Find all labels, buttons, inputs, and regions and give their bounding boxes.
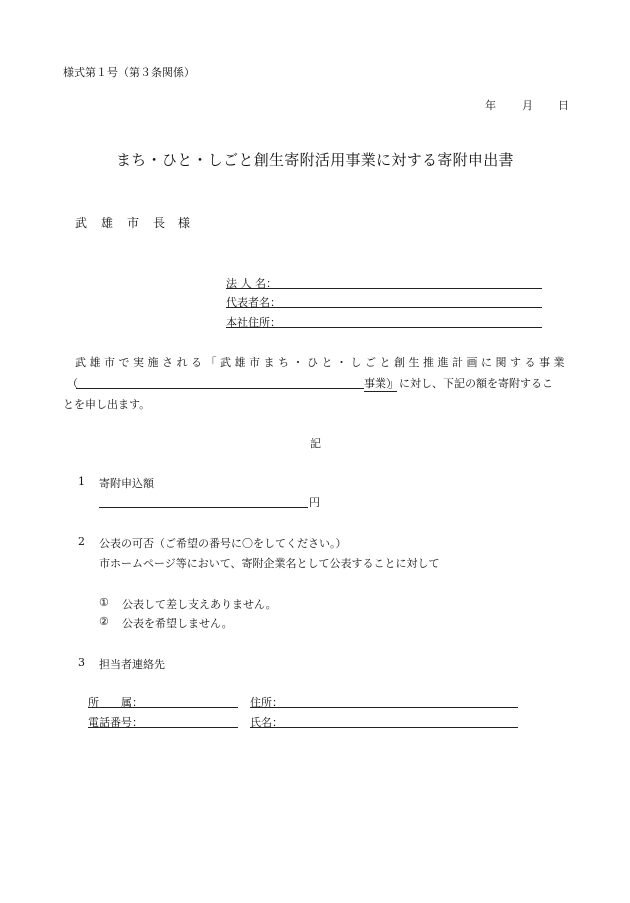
address-label: 本社住所： <box>226 316 281 329</box>
addressee-name: 武 雄 市 長 <box>75 216 167 230</box>
rep-name-field[interactable] <box>226 307 542 308</box>
section2-description: 市ホームページ等において、寄附企業名として公表することに対して <box>99 557 440 570</box>
date-day: 日 <box>558 99 569 112</box>
section2-label: 公表の可否（ご希望の番号に〇をしてください。） <box>99 537 347 550</box>
phone-field[interactable] <box>88 727 238 728</box>
dept-label: 所 属： <box>88 696 143 709</box>
section1-number: 1 <box>78 475 85 488</box>
project-name-field[interactable] <box>76 388 364 389</box>
section2-number: 2 <box>78 535 85 548</box>
document-title: まち・ひと・しごと創生寄附活用事業に対する寄附申出書 <box>116 151 514 169</box>
contact-name-label: 氏名： <box>250 716 283 729</box>
address-field[interactable] <box>226 327 542 328</box>
contact-address-field[interactable] <box>250 707 518 708</box>
addressee-honorific: 様 <box>178 216 191 230</box>
donation-amount-field[interactable] <box>99 507 308 508</box>
body-line-1: 武雄市で実施される「武雄市まち・ひと・しごと創生推進計画に関する事業 <box>75 356 568 369</box>
option-1-text: 公表して差し支えありません。 <box>122 598 277 611</box>
section1-unit: 円 <box>309 496 320 509</box>
corp-name-field[interactable] <box>226 288 542 289</box>
body-line-2-rest: 」に対し、下記の額を寄附するこ <box>388 377 553 390</box>
option-2-number[interactable]: ② <box>99 615 109 628</box>
body-paren-open: （ <box>67 377 78 390</box>
section3-label: 担当者連絡先 <box>99 658 165 671</box>
ki-heading: 記 <box>310 437 321 450</box>
body-project-suffix: 事業） <box>364 377 397 390</box>
body-line-3: とを申し出ます。 <box>63 398 151 411</box>
dept-field[interactable] <box>88 707 238 708</box>
contact-name-field[interactable] <box>250 727 518 728</box>
date-year: 年 <box>485 99 496 112</box>
rep-name-label: 代表者名： <box>226 296 281 309</box>
option-2-text: 公表を希望しません。 <box>122 617 233 630</box>
form-number: 様式第１号（第３条関係） <box>63 66 195 79</box>
corp-name-label: 法 人 名： <box>226 277 277 290</box>
contact-address-label: 住所： <box>250 696 283 709</box>
section3-number: 3 <box>78 656 85 669</box>
option-1-number[interactable]: ① <box>99 596 109 609</box>
section1-label: 寄附申込額 <box>99 477 154 490</box>
date-month: 月 <box>522 99 533 112</box>
phone-label: 電話番号： <box>88 716 143 729</box>
